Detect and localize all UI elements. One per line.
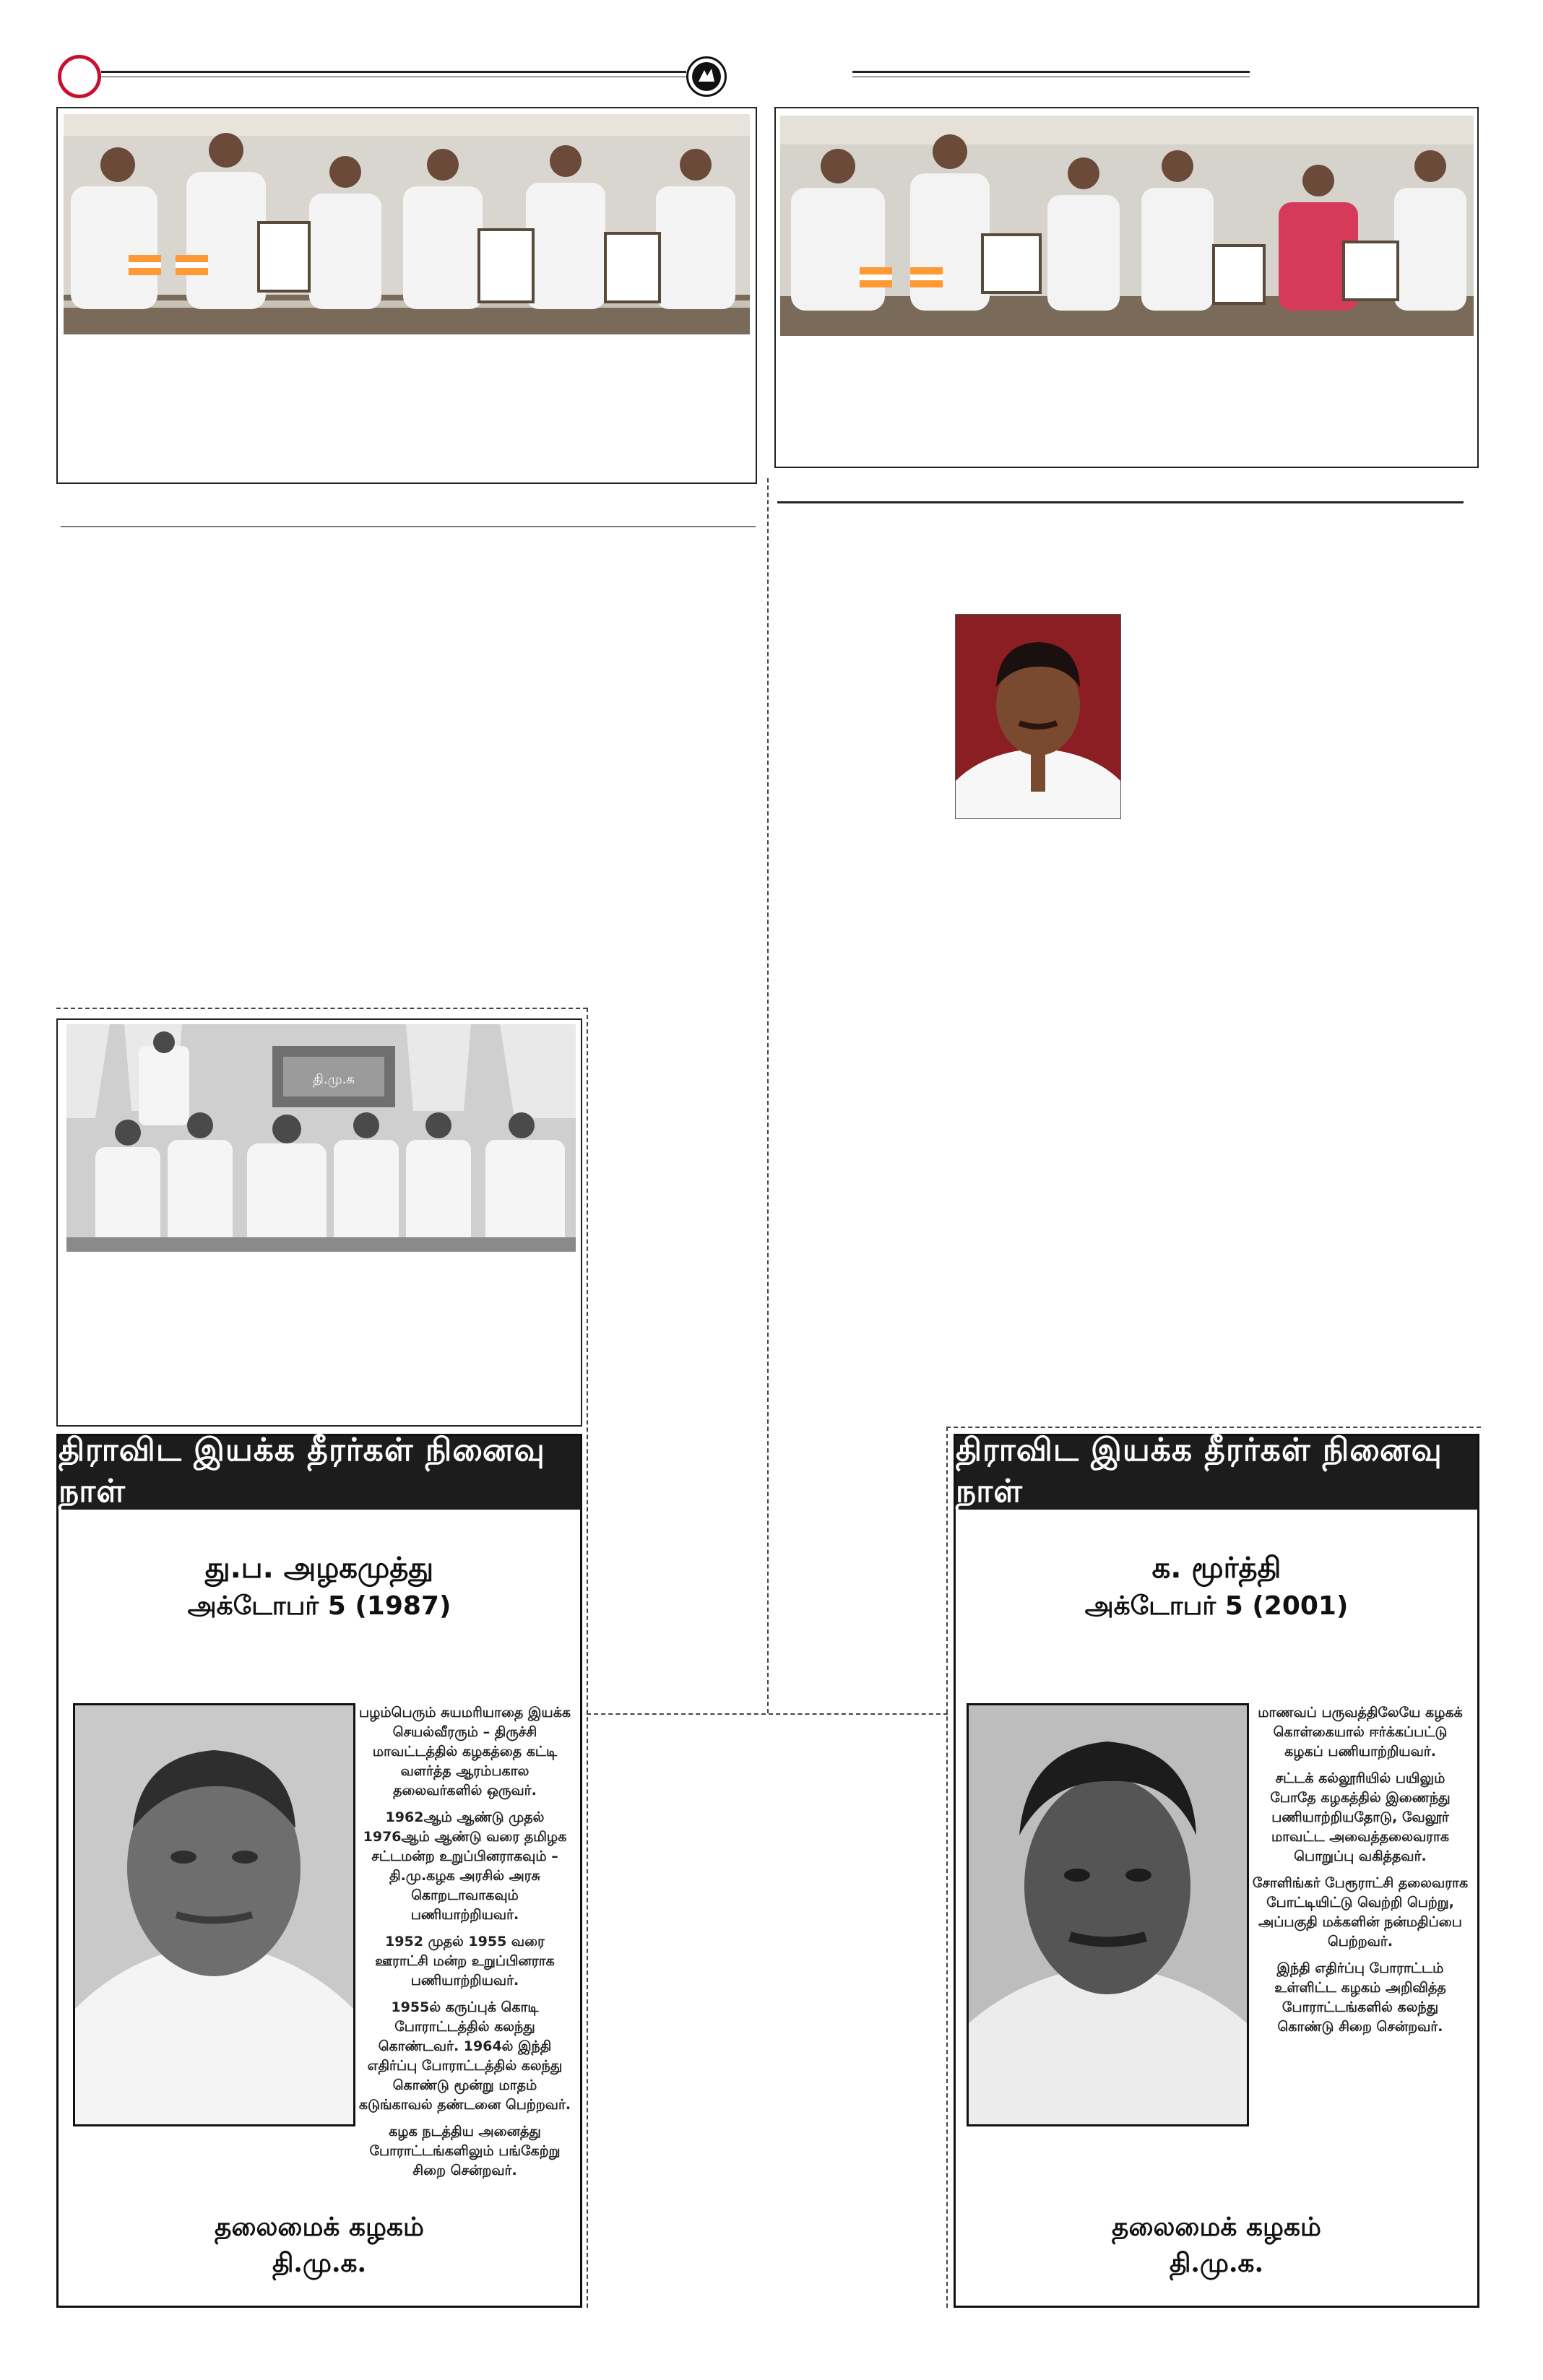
column-divider-center (767, 478, 769, 1713)
meeting-photo (66, 1024, 576, 1252)
header-rule (101, 71, 686, 73)
footer-party: தி.மு.க. (272, 2248, 367, 2278)
memorial-portrait-photo (967, 1703, 1249, 2126)
memorial-header: திராவிட இயக்க தீரர்கள் நினைவு நாள் (59, 1436, 580, 1510)
memorial-footer (59, 2209, 580, 2281)
bio-paragraph: பழம்பெரும் சுயமரியாதை இயக்க செயல்வீரரும் – திருச்சி மாவட்டத்தில் கழகத்தை கட்டி வளர்த்த ஆரம்பகால தலைவர்களில் ஒருவர். (358, 1705, 571, 1799)
bio-paragraph: 1952 முதல் 1955 வரை ஊராட்சி மன்ற உறுப்பினராக பணியாற்றியவர். (375, 1934, 555, 1989)
header-rule-right (852, 71, 1250, 73)
bio-paragraph: சோளிங்கர் பேரூராட்சி தலைவராக போட்டியிட்டு வெற்றி பெற்று, அப்பகுதி மக்களின் நன்மதிப்பை பெற்றவர். (1252, 1875, 1469, 1950)
box-divider-right (946, 1427, 948, 2308)
box-divider-left (587, 1008, 588, 2308)
box-divider-top-left (56, 1008, 587, 1009)
bio-paragraph: கழக நடத்திய அனைத்து போராட்டங்களிலும் பங்கேற்று சிறை சென்றவர். (369, 2124, 561, 2178)
footer-org: தலைமைக் கழகம் (215, 2212, 424, 2242)
ceremony-photo-left (64, 114, 750, 334)
bio-paragraph: மாணவப் பருவத்திலேயே கழகக் கொள்கையால் ஈர்க்கப்பட்டு கழகப் பணியாற்றியவர். (1258, 1705, 1463, 1760)
memorial-portrait-photo (73, 1703, 355, 2126)
page-marker-circle (58, 55, 101, 98)
section-rule-right (777, 501, 1464, 503)
memorial-footer (956, 2209, 1477, 2281)
memorial-date: அக்டோபர் 5 (2001) (1084, 1591, 1349, 1621)
footer-party: தி.மு.க. (1169, 2248, 1264, 2278)
box-divider-top-right (946, 1427, 1481, 1428)
memorial-card-right (954, 1434, 1479, 2308)
memorial-card-left (56, 1434, 582, 2308)
ceremony-photo-right (780, 116, 1474, 336)
banner-label: தி.மு.க (313, 1072, 355, 1087)
bio-paragraph: 1962ஆம் ஆண்டு முதல் 1976ஆம் ஆண்டு வரை தமிழக சட்டமன்ற உறுப்பினராகவும் – தி.மு.கழக அரசில் அரசு கொறடாவாகவும் பணியாற்றியவர். (363, 1809, 567, 1923)
column-divider-mid (587, 1713, 948, 1715)
memorial-header: திராவிட இயக்க தீரர்கள் நினைவு நாள் (956, 1436, 1477, 1510)
memorial-name: து.ப. அழகமுத்து (204, 1552, 434, 1585)
section-rule-left (61, 526, 756, 527)
bio-paragraph: சட்டக் கல்லூரியில் பயிலும் போதே கழகத்தில் இணைந்து பணியாற்றியதோடு, வேலூர் மாவட்ட அவைத்தலைவராக பொறுப்பு வகித்தவர். (1270, 1770, 1451, 1864)
bio-paragraph: 1955ல் கருப்புக் கொடி போராட்டத்தில் கலந்து கொண்டவர். 1964ல் இந்தி எதிர்ப்பு போராட்டத்தில் கலந்து கொண்டு மூன்று மாதம் கடுங்காவல் தண்டனை பெற்றவர். (358, 1999, 571, 2113)
memorial-bio (358, 1703, 571, 2188)
memorial-bio (1252, 1703, 1469, 2044)
party-emblem-icon (686, 56, 727, 97)
bio-paragraph: இந்தி எதிர்ப்பு போராட்டம் உள்ளிட்ட கழகம் அறிவித்த போராட்டங்களில் கலந்து கொண்டு சிறை சென்றவர். (1274, 1960, 1446, 2035)
portrait-photo-colour (955, 614, 1121, 819)
memorial-date: அக்டோபர் 5 (1987) (187, 1591, 451, 1621)
footer-org: தலைமைக் கழகம் (1112, 2212, 1321, 2242)
memorial-name: க. மூர்த்தி (1151, 1552, 1281, 1585)
